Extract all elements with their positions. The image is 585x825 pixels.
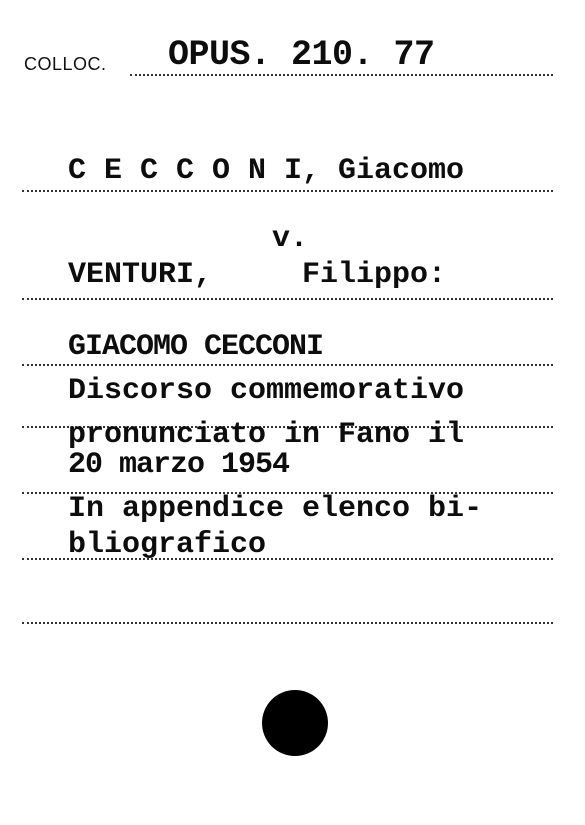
- dotted-rule: [22, 190, 553, 192]
- dotted-rule: [22, 558, 553, 560]
- dotted-rule: [130, 74, 553, 76]
- publisher-line: VENTURI, Filippo:: [68, 258, 447, 292]
- dotted-rule: [22, 622, 553, 624]
- punch-hole: [262, 690, 328, 756]
- description-line: 20 marzo 1954: [68, 448, 290, 482]
- description-line: In appendice elenco bi-: [68, 492, 483, 526]
- colloc-label: COLLOC.: [24, 54, 107, 74]
- description-line: pronunciato in Fano il: [68, 418, 465, 452]
- description-line: bliografico: [68, 528, 267, 562]
- versus-label: v.: [272, 222, 309, 256]
- description-line: Discorso commemorativo: [68, 374, 465, 408]
- shelfmark: OPUS. 210. 77: [168, 35, 435, 75]
- dotted-rule: [22, 364, 553, 366]
- title: GIACOMO CECCONI: [68, 330, 324, 364]
- dotted-rule: [22, 298, 553, 300]
- author-line: C E C C O N I, Giacomo: [68, 154, 465, 188]
